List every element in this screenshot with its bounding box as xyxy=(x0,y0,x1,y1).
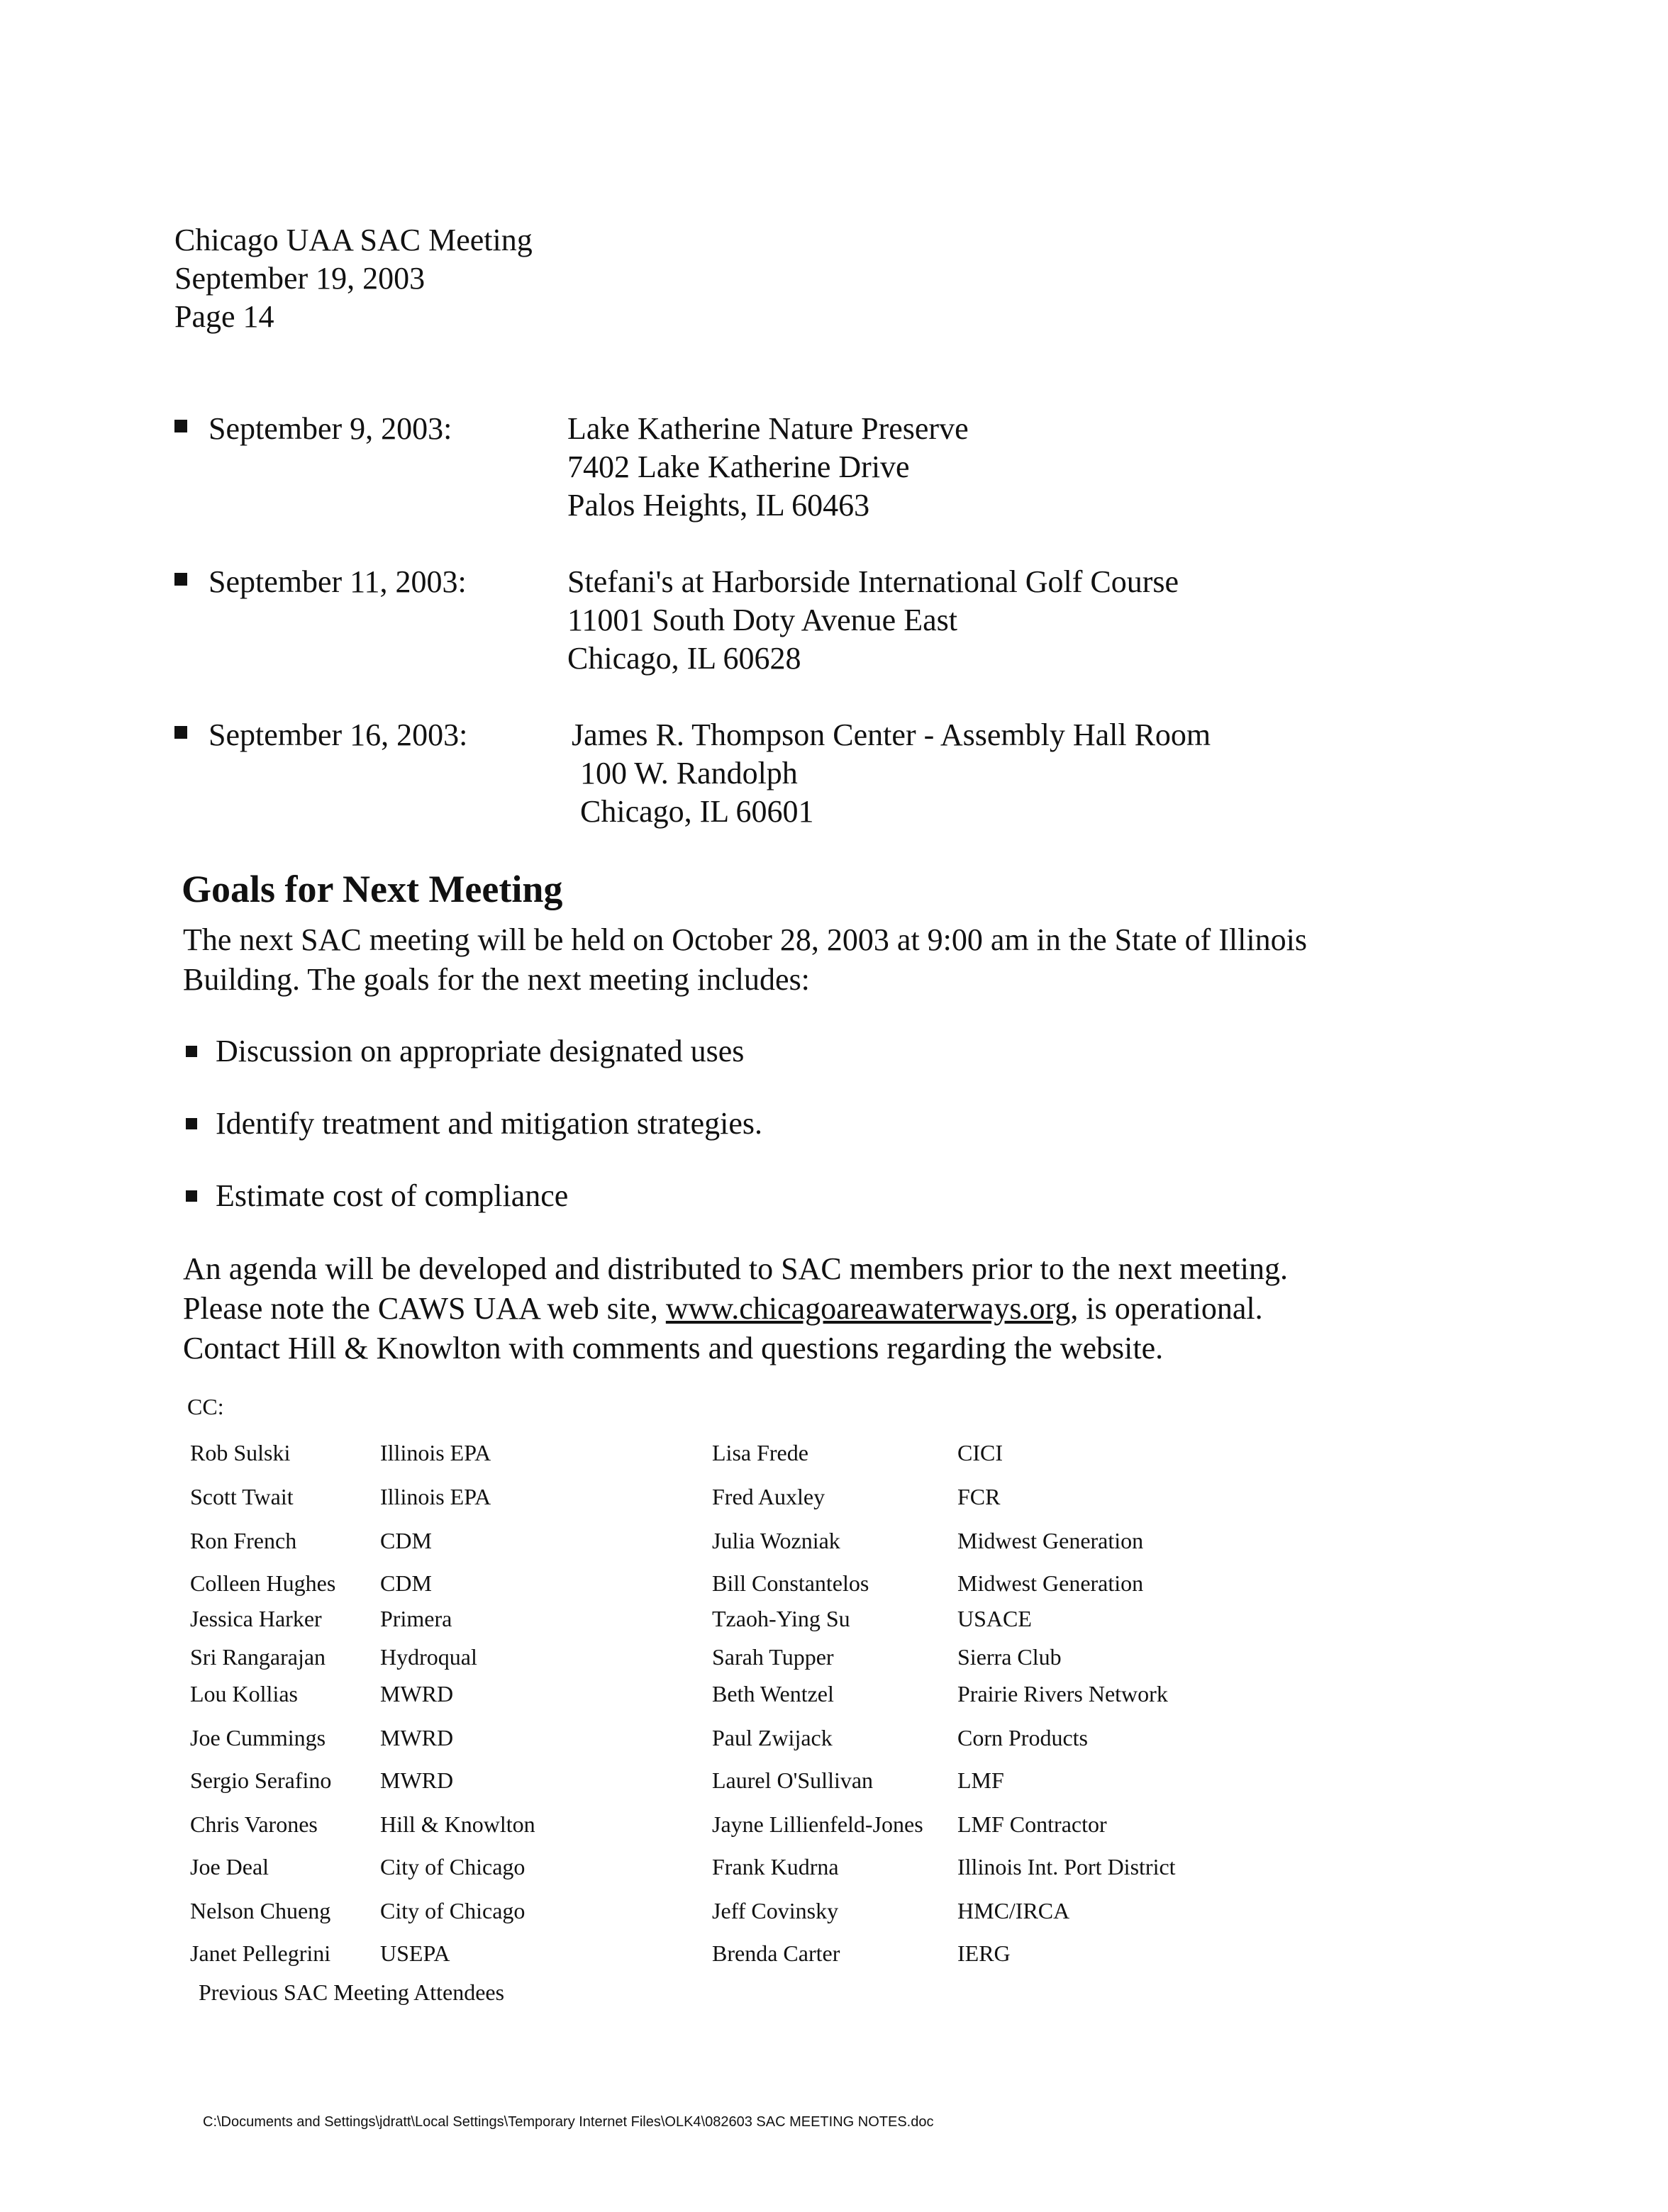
cc-name: Sri Rangarajan xyxy=(190,1644,326,1670)
goal-text: Discussion on appropriate designated uses xyxy=(216,1034,745,1068)
schedule-location xyxy=(567,410,969,525)
location-line: 11001 South Doty Avenue East xyxy=(567,603,957,637)
cc-name: Chris Varones xyxy=(190,1811,318,1837)
cc-name: Lou Kollias xyxy=(190,1681,298,1707)
cc-org: IERG xyxy=(957,1940,1011,1966)
schedule-date: September 9, 2003: xyxy=(208,411,452,446)
cc-name: Tzaoh-Ying Su xyxy=(712,1606,850,1631)
cc-name: Bill Constantelos xyxy=(712,1570,869,1596)
goal-item xyxy=(186,1032,744,1071)
cc-name: Julia Wozniak xyxy=(712,1528,840,1553)
cc-org: Illinois Int. Port District xyxy=(957,1854,1176,1879)
cc-name: Fred Auxley xyxy=(712,1484,825,1509)
cc-org: City of Chicago xyxy=(380,1898,526,1923)
closing-line xyxy=(183,1289,1288,1329)
cc-org: Sierra Club xyxy=(957,1644,1062,1670)
cc-org: CICI xyxy=(957,1440,1003,1465)
square-bullet-icon xyxy=(186,1046,197,1057)
goal-text: Estimate cost of compliance xyxy=(216,1178,569,1213)
document-header xyxy=(174,221,533,336)
cc-org: Hill & Knowlton xyxy=(380,1811,535,1837)
schedule-location xyxy=(567,563,1179,678)
cc-org: USACE xyxy=(957,1606,1032,1631)
square-bullet-icon xyxy=(186,1118,197,1129)
cc-name: Frank Kudrna xyxy=(712,1854,839,1879)
cc-org: Prairie Rivers Network xyxy=(957,1681,1168,1707)
cc-org: LMF xyxy=(957,1767,1004,1793)
cc-org: Midwest Generation xyxy=(957,1528,1144,1553)
square-bullet-icon xyxy=(186,1190,197,1202)
cc-name: Jessica Harker xyxy=(190,1606,322,1631)
cc-name: Jeff Covinsky xyxy=(712,1898,839,1923)
location-line: Lake Katherine Nature Preserve xyxy=(567,411,969,446)
cc-name: Sarah Tupper xyxy=(712,1644,834,1670)
closing-text: , is operational. xyxy=(1070,1291,1263,1326)
closing-line: Contact Hill & Knowlton with comments and questions regarding the website. xyxy=(183,1331,1164,1365)
cc-footer-note: Previous SAC Meeting Attendees xyxy=(199,1979,505,2005)
closing-line: An agenda will be developed and distributed to SAC members prior to the next meeting. xyxy=(183,1251,1288,1286)
goal-text: Identify treatment and mitigation strategies. xyxy=(216,1106,762,1141)
cc-name: Joe Deal xyxy=(190,1854,269,1879)
schedule-date: September 11, 2003: xyxy=(208,564,467,599)
meeting-date: September 19, 2003 xyxy=(174,261,426,296)
cc-org: Midwest Generation xyxy=(957,1570,1144,1596)
square-bullet-icon xyxy=(174,726,187,739)
cc-org: Hydroqual xyxy=(380,1644,477,1670)
cc-name: Ron French xyxy=(190,1528,297,1553)
location-line: 7402 Lake Katherine Drive xyxy=(567,449,910,484)
goal-item xyxy=(186,1177,568,1215)
goal-item xyxy=(186,1105,762,1143)
cc-name: Janet Pellegrini xyxy=(190,1940,331,1966)
intro-line: Building. The goals for the next meeting includes: xyxy=(183,962,810,997)
cc-org: USEPA xyxy=(380,1940,450,1966)
closing-paragraph xyxy=(183,1249,1288,1368)
cc-name: Laurel O'Sullivan xyxy=(712,1767,874,1793)
cc-name: Rob Sulski xyxy=(190,1440,291,1465)
cc-name: Joe Cummings xyxy=(190,1725,326,1750)
cc-org: Illinois EPA xyxy=(380,1440,491,1465)
location-line: 100 W. Randolph xyxy=(580,756,798,791)
schedule-location xyxy=(572,716,1211,831)
cc-org: CDM xyxy=(380,1570,432,1596)
cc-org: LMF Contractor xyxy=(957,1811,1107,1837)
location-line: Chicago, IL 60628 xyxy=(567,641,801,676)
cc-name: Lisa Frede xyxy=(712,1440,808,1465)
cc-org: MWRD xyxy=(380,1681,454,1707)
cc-org: City of Chicago xyxy=(380,1854,526,1879)
cc-org: HMC/IRCA xyxy=(957,1898,1070,1923)
cc-name: Scott Twait xyxy=(190,1484,294,1509)
cc-label: CC: xyxy=(187,1394,224,1419)
website-link[interactable]: www.chicagoareawaterways.org xyxy=(665,1291,1071,1326)
section-heading: Goals for Next Meeting xyxy=(182,868,563,910)
goals-intro xyxy=(183,920,1307,1000)
location-line: James R. Thompson Center - Assembly Hall Room xyxy=(572,717,1211,752)
cc-name: Paul Zwijack xyxy=(712,1725,833,1750)
square-bullet-icon xyxy=(174,420,187,432)
cc-org: Primera xyxy=(380,1606,452,1631)
cc-org: Illinois EPA xyxy=(380,1484,491,1509)
intro-line: The next SAC meeting will be held on October 28, 2003 at 9:00 am in the State of Illinois xyxy=(183,922,1307,957)
cc-org: CDM xyxy=(380,1528,432,1553)
cc-org: MWRD xyxy=(380,1767,454,1793)
cc-name: Sergio Serafino xyxy=(190,1767,332,1793)
cc-name: Colleen Hughes xyxy=(190,1570,336,1596)
cc-org: MWRD xyxy=(380,1725,454,1750)
location-line: Stefani's at Harborside International Golf Course xyxy=(567,564,1179,599)
location-line: Chicago, IL 60601 xyxy=(580,794,814,829)
location-line: Palos Heights, IL 60463 xyxy=(567,488,870,523)
file-path-footer: C:\Documents and Settings\jdratt\Local Settings\Temporary Internet Files\OLK4\082603 SAC MEETING NOTES.doc xyxy=(203,2114,934,2130)
cc-name: Brenda Carter xyxy=(712,1940,840,1966)
cc-name: Beth Wentzel xyxy=(712,1681,834,1707)
cc-org: Corn Products xyxy=(957,1725,1088,1750)
closing-text: Please note the CAWS UAA web site, xyxy=(183,1291,666,1326)
cc-name: Nelson Chueng xyxy=(190,1898,331,1923)
page-number: Page 14 xyxy=(174,299,274,334)
square-bullet-icon xyxy=(174,573,187,586)
cc-org: FCR xyxy=(957,1484,1001,1509)
schedule-date: September 16, 2003: xyxy=(208,717,468,752)
meeting-title: Chicago UAA SAC Meeting xyxy=(174,223,533,257)
cc-name: Jayne Lillienfeld-Jones xyxy=(712,1811,923,1837)
